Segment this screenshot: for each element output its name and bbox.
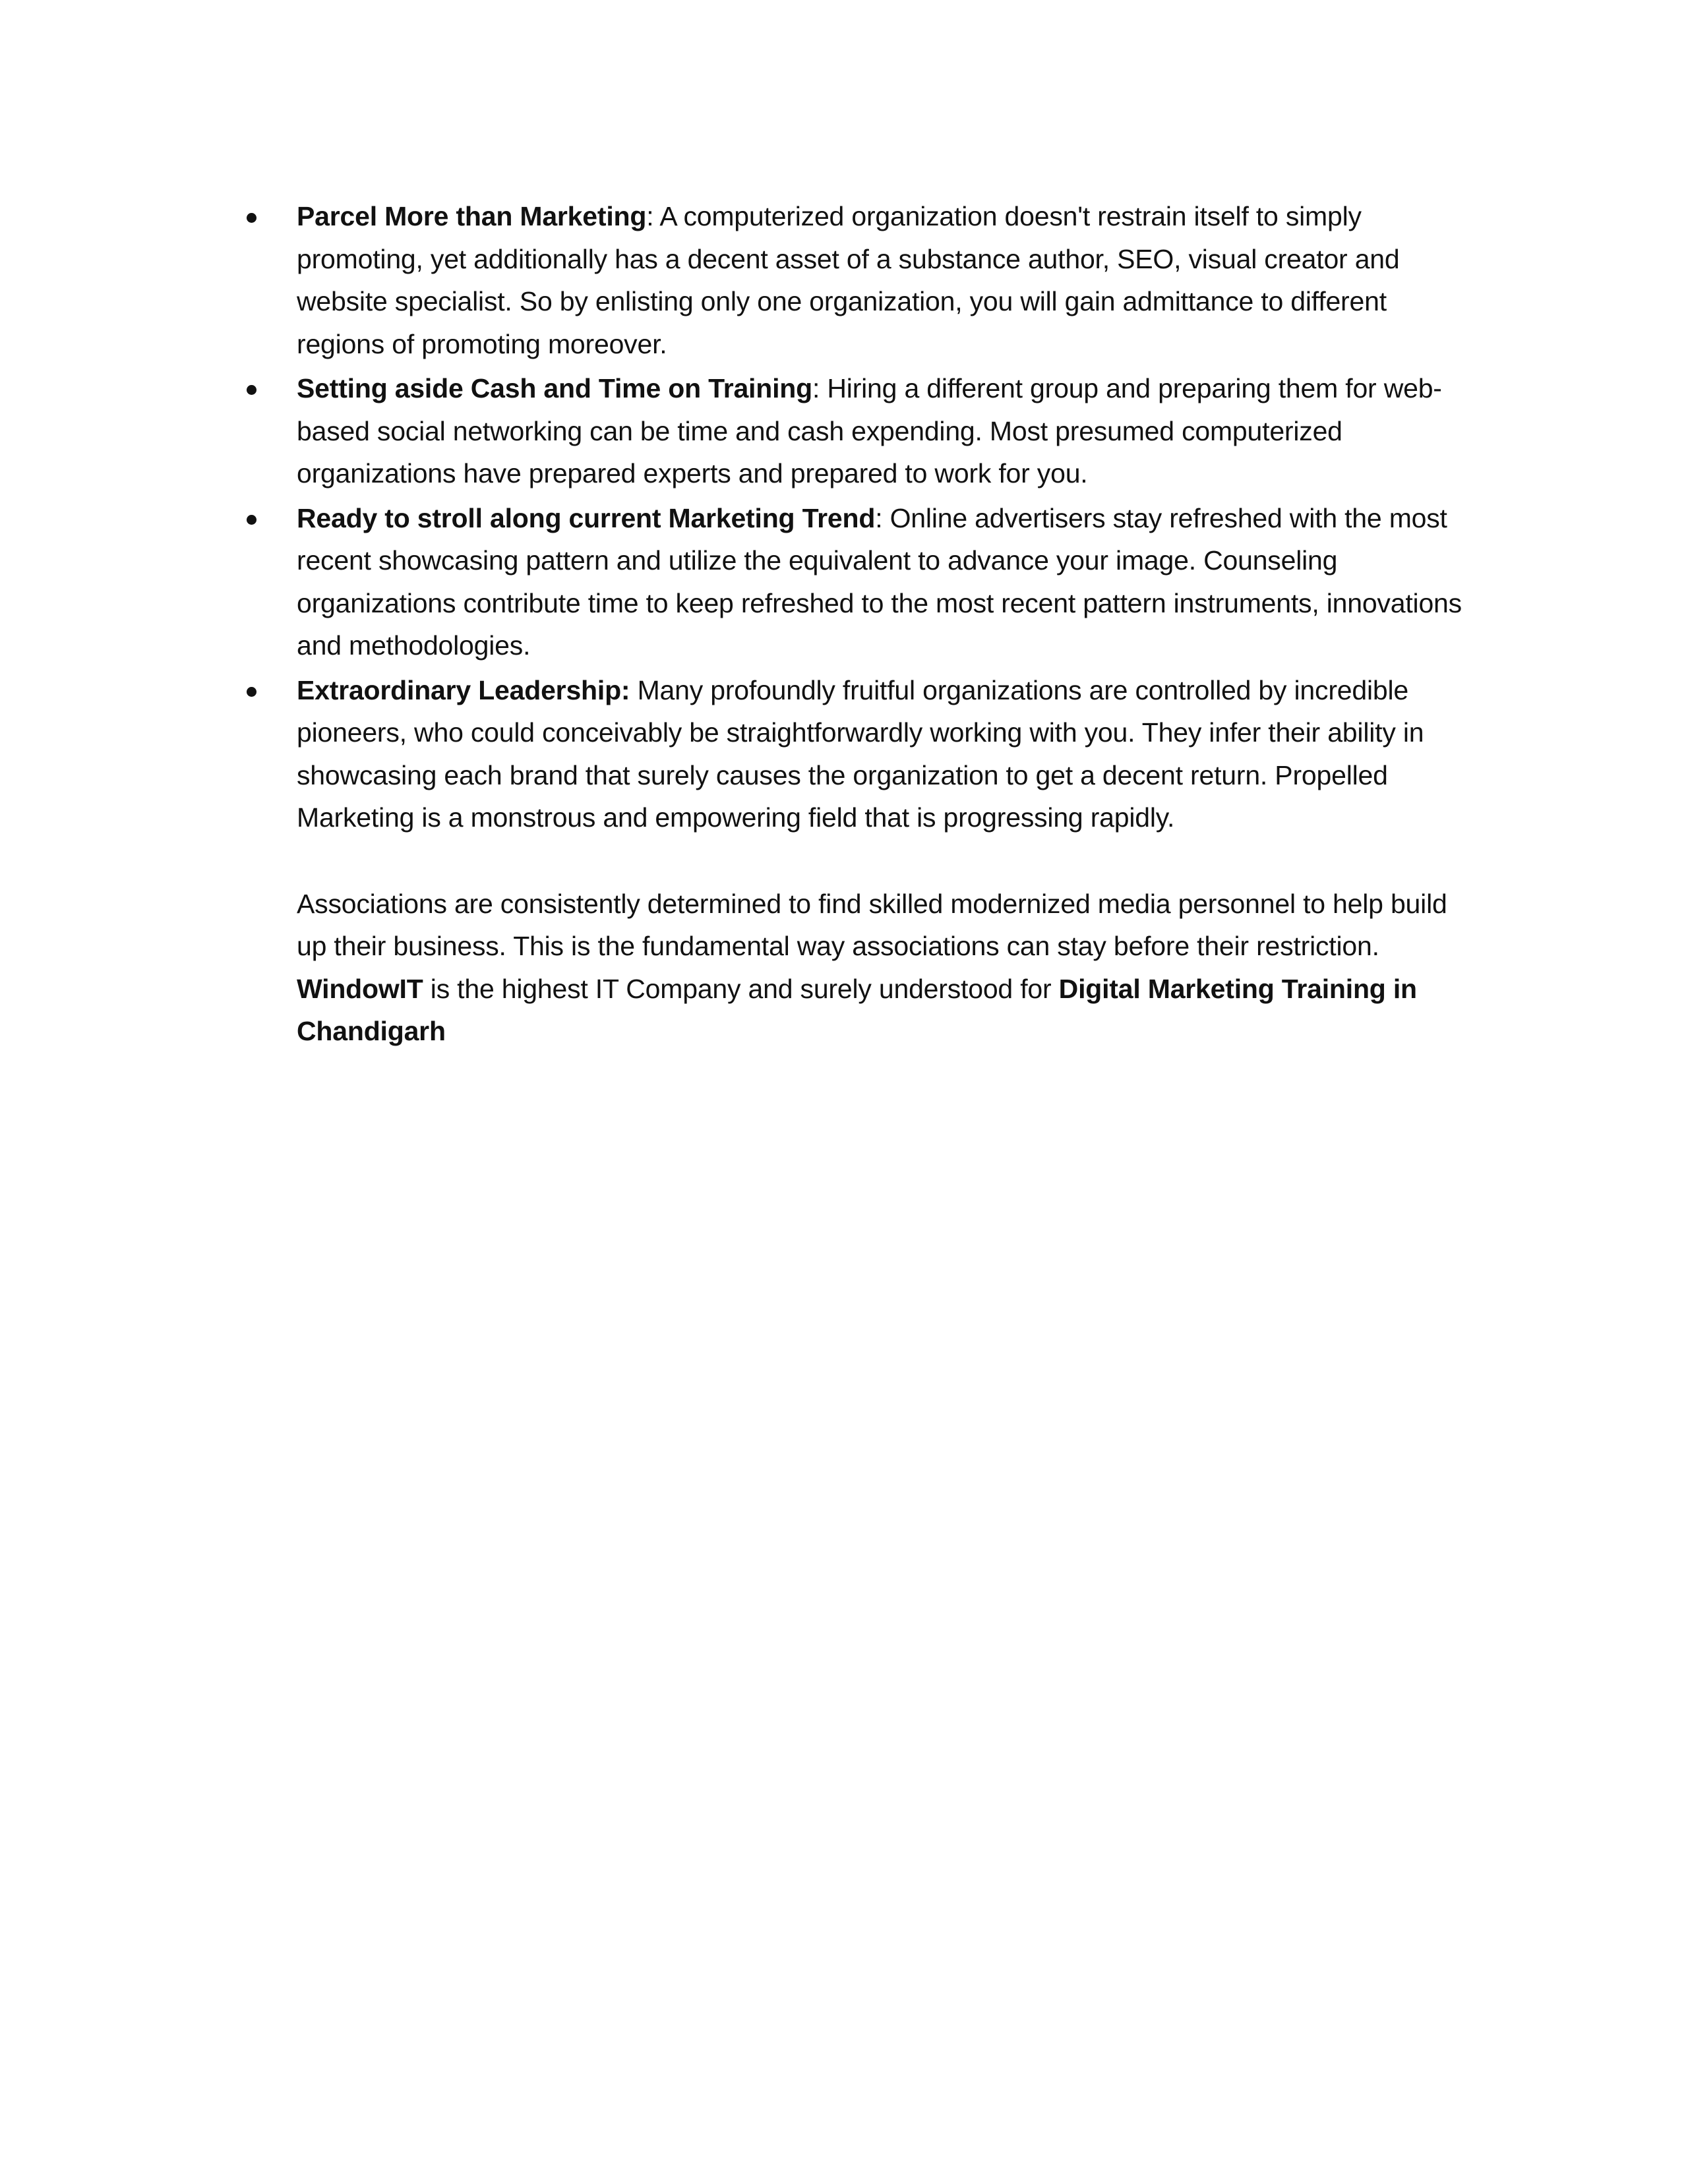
bullet-list [297, 195, 1477, 839]
bullet-text: Hiring a different group and preparing them for web-based social networking can be time and cash expending. Most presumed computerized organizations have prepared experts and prepared to work for you. [297, 373, 1442, 488]
bullet-icon [247, 515, 256, 525]
list-item [297, 195, 1477, 365]
bullet-text: Many profoundly fruitful organizations are controlled by incredible pioneers, who could conceivably be straightforwardly working with you. They infer their ability in showcasing each brand that surely causes the organization to get a decent return. Propelled Marketing is a monstrous and empowering field that is progressing rapidly. [297, 674, 1424, 833]
list-item [297, 497, 1477, 667]
bullet-heading: Parcel More than Marketing [297, 201, 647, 231]
bullet-text: Online advertisers stay refreshed with the most recent showcasing pattern and utilize the equivalent to advance your image. Counseling organizations contribute time to keep refreshed to the most recent pattern instruments, innovations and methodologies. [297, 502, 1462, 661]
bullet-separator: : [812, 373, 820, 403]
bullet-text: A computerized organization doesn't restrain itself to simply promoting, yet additionally has a decent asset of a substance author, SEO, visual creator and website specialist. So by enlisting only one organization, you will gain admittance to different regions of promoting moreover. [297, 201, 1400, 359]
training-name: Digital Marketing Training in Chandigarh [297, 973, 1417, 1046]
company-name: WindowIT [297, 973, 423, 1004]
list-item [297, 669, 1477, 839]
bullet-heading: Setting aside Cash and Time on Training [297, 373, 812, 403]
document-body [297, 195, 1477, 1053]
closing-paragraph [297, 883, 1477, 1053]
bullet-icon [247, 687, 256, 697]
closing-text-2: is the highest IT Company and surely understood for [423, 973, 1059, 1004]
bullet-separator: : [875, 502, 883, 533]
bullet-separator: : [646, 201, 654, 231]
bullet-icon [247, 213, 256, 223]
bullet-heading: Extraordinary Leadership: [297, 674, 630, 705]
bullet-heading: Ready to stroll along current Marketing Trend [297, 502, 876, 533]
closing-text-1: Associations are consistently determined to find skilled modernized media personnel to help build up their business. This is the fundamental way associations can stay before their restriction. [297, 888, 1447, 961]
bullet-icon [247, 385, 256, 395]
list-item [297, 367, 1477, 495]
